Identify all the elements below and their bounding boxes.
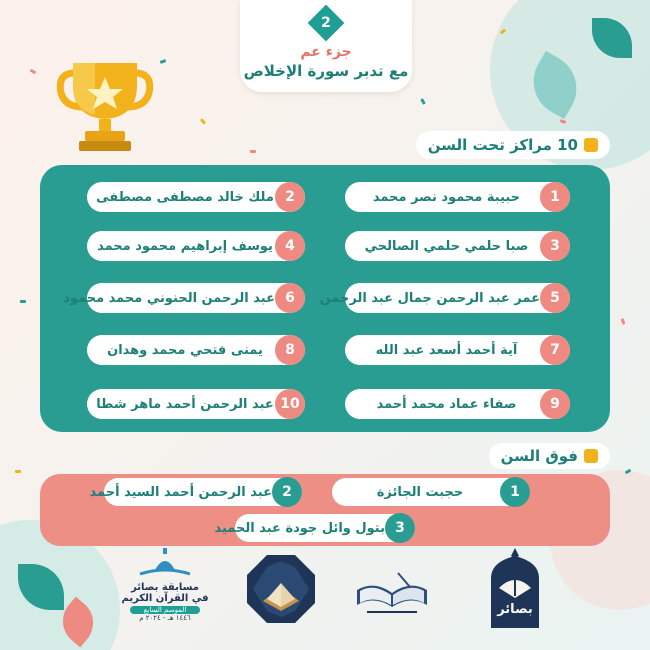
winner-name: يوسف إبراهيم محمود محمد	[97, 238, 273, 254]
badge-number: 2	[321, 15, 331, 31]
list-item	[87, 389, 305, 419]
trophy-small-icon	[584, 138, 598, 152]
rank-badge: 5	[540, 283, 570, 313]
rank-badge: 1	[540, 182, 570, 212]
section-title-text: فوق السن	[500, 447, 578, 465]
winner-name: بتول وائل جودة عبد الحميد	[214, 520, 385, 536]
winner-name: عبد الرحمن الحنوني محمد محمود	[63, 290, 275, 306]
contest-logo-line3: الموسم السابع	[130, 606, 200, 614]
brand-logo-text: بصائر	[497, 602, 533, 617]
list-item	[332, 478, 530, 506]
confetti	[160, 59, 167, 64]
winner-name: يمنى فتحي محمد وهدان	[107, 342, 263, 358]
list-item	[63, 283, 305, 313]
winner-name: صبا حلمي حلمي الصالحي	[364, 238, 529, 254]
winner-name: عبد الرحمن أحمد السيد أحمد	[89, 484, 272, 500]
header-title: مع تدبر سورة الإخلاص	[243, 62, 409, 80]
over-age-panel	[40, 474, 610, 546]
winner-name: عبد الرحمن أحمد ماهر شطا	[96, 396, 274, 412]
contest-logo-line4: ١٤٤٦ هـ - ٢٠٢٤ م	[139, 614, 191, 622]
contest-logo	[110, 548, 220, 626]
list-item	[319, 283, 570, 313]
section-title-over-age	[489, 443, 610, 469]
section-title-under-age	[416, 131, 610, 159]
contest-logo-line1: مسابقة بصائر	[131, 582, 199, 593]
winner-name: صفاء عماد محمد أحمد	[376, 396, 517, 412]
list-item	[87, 335, 305, 365]
header-subtitle: جزء عم	[300, 44, 352, 60]
trophy-icon	[55, 55, 155, 155]
winner-name: عمر عبد الرحمن جمال عبد الرحمن	[319, 290, 540, 306]
list-item	[345, 231, 570, 261]
list-item	[345, 335, 570, 365]
list-item	[87, 182, 305, 212]
rank-badge: 1	[500, 477, 530, 507]
rank-badge: 2	[272, 477, 302, 507]
section-title-text: 10 مراكز تحت السن	[427, 136, 578, 154]
rank-badge: 9	[540, 389, 570, 419]
header-card	[240, 0, 412, 92]
quran-book-icon	[245, 553, 317, 625]
winner-name: آية أحمد أسعد عبد الله	[375, 342, 518, 358]
contest-logo-line2: في القرآن الكريم	[121, 593, 209, 604]
rank-badge: 8	[275, 335, 305, 365]
rank-badge: 4	[275, 231, 305, 261]
list-item	[89, 478, 302, 506]
list-item	[87, 231, 305, 261]
confetti	[20, 300, 26, 303]
confetti	[200, 118, 206, 125]
under-age-panel	[40, 165, 610, 432]
winner-name: ملك خالد مصطفى مصطفى	[96, 189, 274, 205]
rank-badge: 3	[540, 231, 570, 261]
rank-badge: 6	[275, 283, 305, 313]
rank-badge: 10	[275, 389, 305, 419]
open-book-icon	[352, 565, 432, 620]
list-item	[345, 182, 570, 212]
list-item	[345, 389, 570, 419]
list-item	[214, 514, 415, 542]
confetti	[621, 318, 626, 325]
rank-badge: 2	[275, 182, 305, 212]
winner-name: حبيبة محمود نصر محمد	[372, 189, 521, 205]
rank-badge: 7	[540, 335, 570, 365]
book-dome-icon	[110, 548, 220, 578]
confetti	[250, 150, 256, 153]
trophy-small-icon	[584, 449, 598, 463]
confetti	[420, 98, 426, 105]
confetti	[30, 69, 37, 75]
winner-name: حجبت الجائزة	[376, 484, 464, 500]
rank-badge: 3	[385, 513, 415, 543]
brand-logo	[485, 548, 545, 628]
confetti	[15, 470, 21, 473]
